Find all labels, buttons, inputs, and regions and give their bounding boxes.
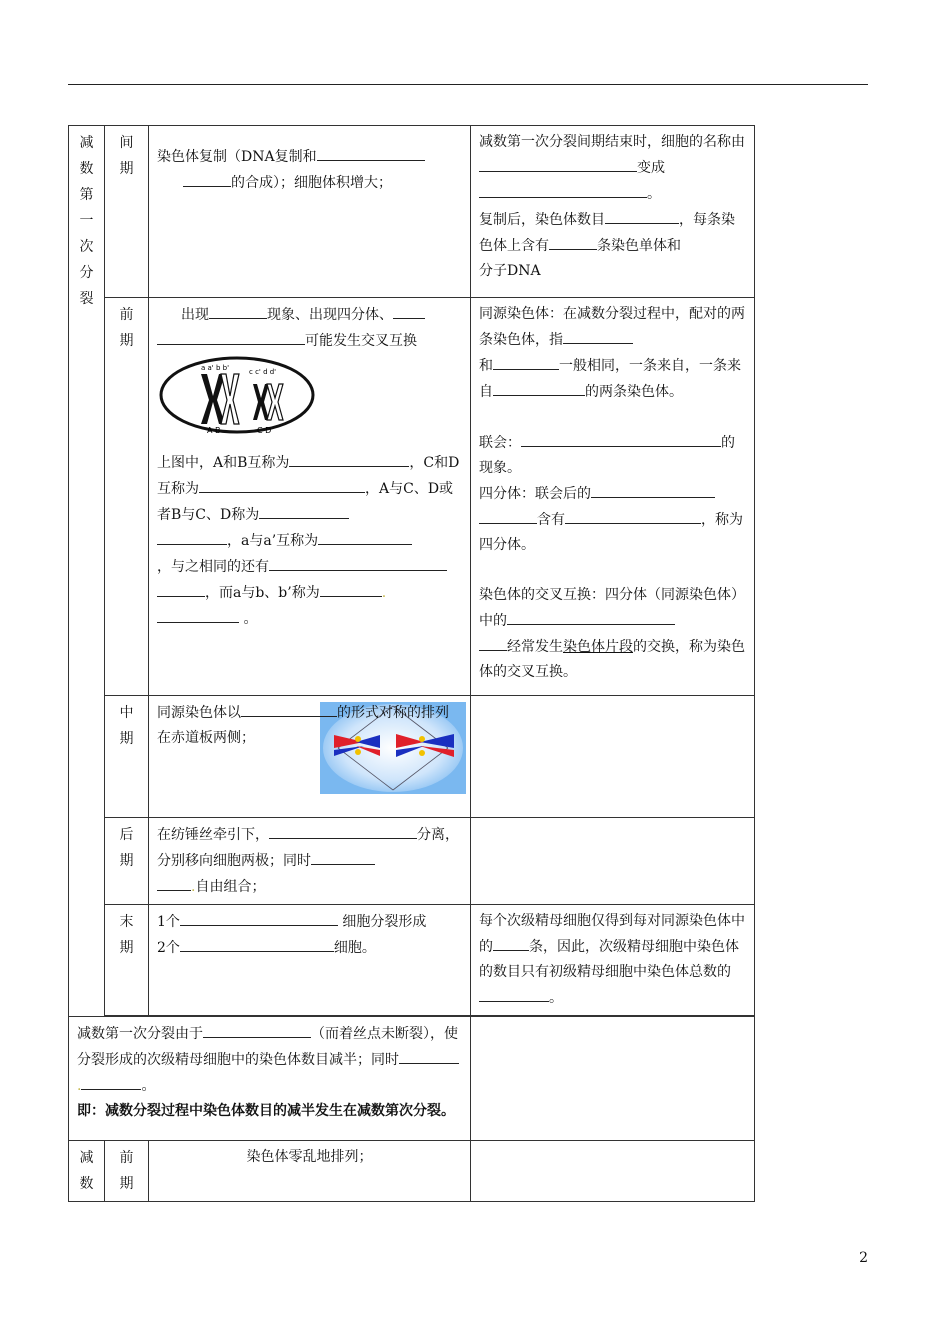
anaphase-right bbox=[471, 818, 755, 905]
row-anaphase bbox=[69, 818, 755, 905]
blank[interactable] bbox=[81, 1073, 141, 1090]
phase-label-cell bbox=[105, 298, 149, 696]
fig-label-cd-top: c c' d d' bbox=[249, 368, 277, 376]
blank[interactable] bbox=[203, 1021, 311, 1038]
blank[interactable] bbox=[549, 233, 597, 250]
phase-label-metaphase: 中期 bbox=[119, 705, 134, 747]
row-metaphase bbox=[69, 696, 755, 818]
blank[interactable] bbox=[605, 207, 679, 224]
prophase-right: 同源染色体：在减数分裂过程中，配对的两条染色体，指 和 一般相同，一条来自，一条来自 的两条染色体。 联会： 的现象。 四分体：联会后的 含有 ，称为四分体。 染色体的交叉互换：四分体（同源染色体）中的 经常发生染色体片段的交换，称为染色体的交叉互换。 bbox=[471, 298, 755, 696]
blank[interactable] bbox=[479, 634, 507, 651]
row-summary bbox=[69, 1017, 755, 1141]
phase-label-anaphase: 后期 bbox=[119, 827, 134, 869]
interphase-right: 减数第一次分裂间期结束时，细胞的名称由变成 。 复制后，染色体数目 ，每条染色体上含有 条染色单体和 分子DNA bbox=[471, 126, 755, 298]
row-interphase bbox=[69, 126, 755, 298]
blank[interactable] bbox=[521, 430, 721, 447]
blank[interactable] bbox=[563, 327, 633, 344]
tetrad-figure bbox=[157, 354, 317, 436]
blank[interactable] bbox=[180, 935, 334, 952]
blank[interactable] bbox=[493, 353, 559, 370]
blank[interactable] bbox=[157, 606, 239, 623]
phase-label-telophase: 末期 bbox=[119, 914, 134, 956]
summary-right bbox=[471, 1017, 755, 1141]
metaphase-right bbox=[471, 696, 755, 818]
stage2-label-cell bbox=[69, 1141, 105, 1202]
blank[interactable] bbox=[591, 481, 715, 498]
row-meiosis2-prophase bbox=[69, 1141, 755, 1202]
phase-label-interphase: 间期 bbox=[119, 135, 134, 177]
blank[interactable] bbox=[393, 302, 425, 319]
meiosis-table bbox=[68, 125, 755, 1202]
blank[interactable] bbox=[183, 170, 231, 187]
blank[interactable] bbox=[479, 507, 537, 524]
blank[interactable] bbox=[565, 507, 701, 524]
phase-label-cell bbox=[105, 696, 149, 818]
metaphase-left: 同源染色体以 的形式对称的排列在赤道板两侧； bbox=[149, 696, 471, 818]
blank[interactable] bbox=[289, 450, 409, 467]
meiosis2-prophase-left: 染色体零乱地排列； bbox=[149, 1141, 471, 1202]
phase-label-prophase: 前期 bbox=[119, 307, 134, 349]
fig-label-ab-top: a a' b b' bbox=[201, 364, 229, 372]
blank[interactable] bbox=[318, 528, 412, 545]
summary-cell: 减数第一次分裂由于 （而着丝点未断裂），使分裂形成的次级精母细胞中的染色体数目减半；同时. 。 即：减数分裂过程中染色体数目的减半发生在减数第次分裂。 bbox=[69, 1017, 471, 1141]
blank[interactable] bbox=[157, 580, 205, 597]
stage2-label: 减数 bbox=[79, 1150, 94, 1192]
row-prophase bbox=[69, 298, 755, 696]
fig-label-cd: C D bbox=[257, 426, 272, 435]
blank[interactable] bbox=[157, 528, 227, 545]
phase-label-cell bbox=[105, 1141, 149, 1202]
stage-label-cell bbox=[69, 126, 105, 1017]
blank[interactable] bbox=[199, 476, 365, 493]
header-rule bbox=[68, 84, 868, 85]
blank[interactable] bbox=[157, 328, 305, 345]
blank[interactable] bbox=[311, 848, 375, 865]
blank[interactable] bbox=[479, 155, 637, 172]
phase-label-cell bbox=[105, 905, 149, 1016]
blank[interactable] bbox=[493, 934, 529, 951]
blank[interactable] bbox=[479, 181, 647, 198]
anaphase-left: 在纺锤丝牵引下， 分离，分别移向细胞两极；同时 .自由组合； bbox=[149, 818, 471, 905]
phase-label-meiosis2-prophase: 前期 bbox=[119, 1150, 134, 1192]
phase-label-cell bbox=[105, 126, 149, 298]
blank[interactable] bbox=[259, 502, 349, 519]
blank[interactable] bbox=[269, 554, 447, 571]
blank[interactable] bbox=[399, 1047, 459, 1064]
blank[interactable] bbox=[479, 985, 549, 1002]
blank[interactable] bbox=[317, 144, 425, 161]
row-telophase bbox=[69, 905, 755, 1016]
telophase-right: 每个次级精母细胞仅得到每对同源染色体中的 条，因此，次级精母细胞中染色体的数目只有初级精母细胞中染色体总数的。 bbox=[471, 905, 755, 1016]
stage-label: 减数第一次分裂 bbox=[79, 135, 94, 307]
blank[interactable] bbox=[241, 700, 337, 717]
page-number: 2 bbox=[859, 1250, 868, 1266]
fig-label-ab: A B bbox=[207, 426, 221, 435]
blank[interactable] bbox=[180, 909, 338, 926]
prophase-left: 出现 现象、出现四分体、 可能发生交叉互换 a a' b b' c c' d d' A B C D 上图中，A和B互称为 ，C和D互称为 ，A与C、D或者B与C、D称为 ，a与a’互称为 ，与之相同的还有 ，而a与b、b’称为 . 。 bbox=[149, 298, 471, 696]
blank[interactable] bbox=[269, 822, 417, 839]
meiosis2-prophase-right bbox=[471, 1141, 755, 1202]
blank[interactable] bbox=[209, 302, 267, 319]
blank[interactable] bbox=[157, 874, 191, 891]
interphase-left: 染色体复制（DNA复制和 的合成）；细胞体积增大； bbox=[149, 126, 471, 298]
blank[interactable] bbox=[320, 580, 382, 597]
blank[interactable] bbox=[493, 379, 585, 396]
blank[interactable] bbox=[507, 608, 675, 625]
phase-label-cell bbox=[105, 818, 149, 905]
telophase-left: 1个 细胞分裂形成 2个 细胞。 bbox=[149, 905, 471, 1016]
